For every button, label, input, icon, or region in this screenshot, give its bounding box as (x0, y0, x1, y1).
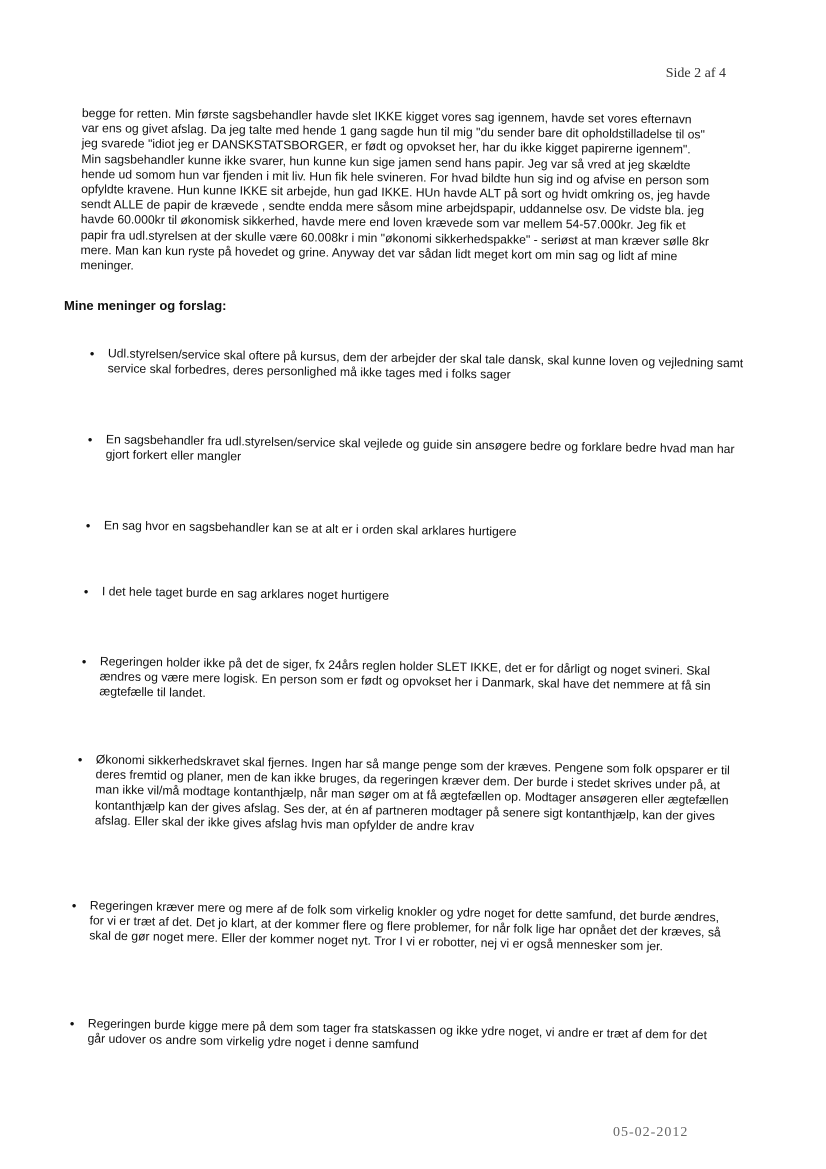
page-number: Side 2 af 4 (665, 66, 726, 81)
intro-paragraph: begge for retten. Min første sagsbehandler havde slet IKKE kigget vores sag igennem, havde set vores efternavn var ens og givet afslag. Da jeg talte med hende 1 gang sagde hun til mig "du sender bare dit opholdstilladelse til os" jeg svarede "idiot jeg er DANSKSTATSBORGER, er født og opvokset her, har du ikke kigget papirerne igennem". Min sagsbehandler kunne ikke svarer, hun kunne kun sige jamen send hans papir. Jeg var så vred at jeg skældte hende ud somom hun var fjenden i mit liv. Hun fik hele svineren. For hvad bildte hun sig ind og afvise en person som opfyldte kravene. Hun kunne IKKE sit arbejde, hun gad IKKE. HUn havde ALT på sort og hvidt omkring os, jeg havde sendt ALLE de papir de krævede , sendte endda mere såsom mine arbejdspapir, uddannelse osv. De vidste bla. jeg havde 60.000kr til økonomisk sikkerhed, havde mere end loven krævede som var mellem 54-57.000kr. Jeg fik et papir fra udl.styrelsen at der skulle være 60.008kr i min "økonomi sikkerhedspakke" - seriøst at man kræver sølle 8kr mere. Man kan kun ryste på hovedet og grine. Anyway det var sådan lidt meget kort om min sag og lidt af mine meninger. (80, 106, 711, 273)
section-heading: Mine meninger og forslag: (64, 298, 227, 313)
bullet-item-6: • Økonomi sikkerhedskravet skal fjernes. Ingen har så mange penge som der kræves. Pengene som folk opsparer er til deres fremtid og planer, men de kan ikke bruges, da regeringen kræver dem. Der burde i stedet skrives under på, at man ikke vil/må modtage kontanthjælp, når man søger om at få ægtefællen op. Modtager ansøgeren eller ægtefællen kontanthjælp kan der gives afslag. Ses der, at én af partneren modtager på senere sigt kontanthjælp, kan der gives afslag. Eller skal der ikke gives afslag hvis man opfylder de andre krav (77, 752, 736, 839)
bullet-item-2: • En sagsbehandler fra udl.styrelsen/service skal vejlede og guide sin ansøgere bedre og forklare bedre hvad man har gjort forkert eller mangler (88, 432, 746, 473)
bullet-item-7: • Regeringen kræver mere og mere af de folk som virkelig knokler og ydre noget for dette samfund, det burde ændres, for vi er træt af det. Det jo klart, at der kommer flere og flere problemer, for når folk lige har opnået det der kræves, så skal de gør noget mere. Eller der kommer noget nyt. Tror I vi er robotter, nej vi er også mennesker som jer. (71, 898, 730, 956)
bullet-item-5: • Regeringen holder ikke på det de siger, fx 24års reglen holder SLET IKKE, det er for dårligt og noget svineri. Skal ændres og være mere logisk. En person som er født og opvokset her i Danmark, skal have det nemmere at få sin ægtefælle til landet. (81, 654, 740, 710)
bullet-item-1: • Udl.styrelsen/service skal oftere på kursus, dem der arbejder der skal tale dansk, skal kunne loven og vejledning samt service skal forbedres, deres personlighed må ikke tages med i folks sager (90, 346, 748, 387)
bullet-item-4: • I det hele taget burde en sag arklares noget hurtigere (84, 584, 742, 610)
bullet-item-8: • Regeringen burde kigge mere på dem som tager fra statskassen og ikke ydre noget, vi andre er træt af dem for det går udover os andre som virkelig ydre noget i denne samfund (69, 1016, 727, 1059)
fax-date-stamp: 05-02-2012 (613, 1125, 689, 1140)
bullet-item-3: • En sag hvor en sagsbehandler kan se at alt er i orden skal arklares hurtigere (86, 518, 744, 544)
